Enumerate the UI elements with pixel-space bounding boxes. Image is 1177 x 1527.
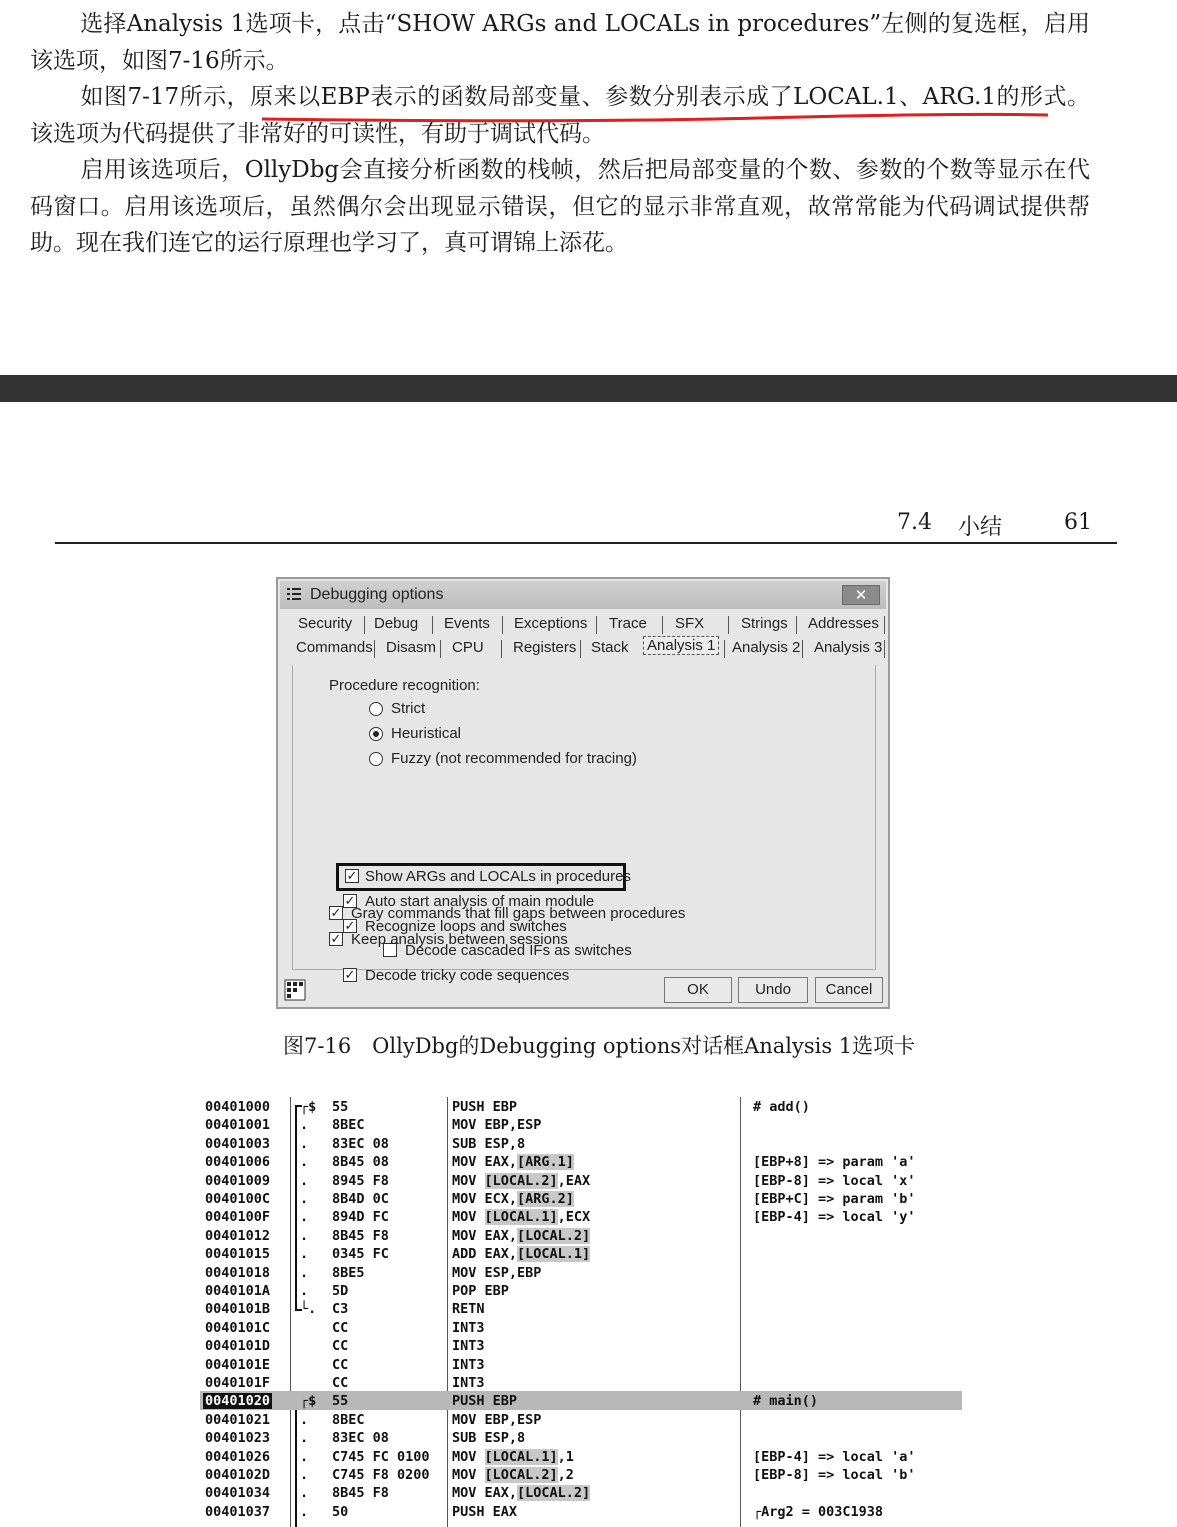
marker-cell: . (300, 1503, 309, 1520)
checkbox-keep-analysis-label: Keep analysis between sessions (351, 931, 568, 948)
radio-fuzzy[interactable] (369, 752, 383, 766)
radio-heuristical[interactable] (369, 727, 383, 741)
disasm-row[interactable] (200, 1410, 962, 1428)
tab-stack[interactable]: Stack (591, 639, 629, 656)
checkbox-recognize-loops-label: Recognize loops and switches (365, 918, 567, 935)
dialog-title: Debugging options (310, 586, 444, 603)
tab-cpu[interactable]: CPU (452, 639, 484, 656)
radio-fuzzy-label: Fuzzy (not recommended for tracing) (391, 750, 637, 767)
marker-cell: . (300, 1117, 309, 1134)
hex-cell: 0345 FC (332, 1246, 389, 1263)
instruction-cell: MOV ESP,EBP (452, 1264, 542, 1281)
address-cell: 00401001 (205, 1117, 271, 1134)
tab-separator (728, 616, 729, 634)
address-cell: 00401015 (205, 1246, 271, 1263)
hex-cell: C3 (332, 1301, 349, 1318)
address-cell: 0040101C (205, 1319, 271, 1336)
radio-heuristical-label: Heuristical (391, 725, 462, 742)
instruction-cell: INT3 (452, 1319, 485, 1336)
radio-strict-label: Strict (391, 700, 426, 717)
address-cell: 0040101D (205, 1338, 271, 1355)
debugging-options-dialog (276, 577, 890, 1009)
disasm-row[interactable] (200, 1171, 962, 1189)
running-header (0, 510, 1177, 540)
tab-analysis-1[interactable]: Analysis 1 (643, 636, 719, 655)
disasm-row[interactable] (200, 1189, 962, 1207)
hex-cell: 894D FC (332, 1209, 389, 1226)
hex-cell: CC (332, 1356, 349, 1373)
checkbox-decode-tricky-label: Decode tricky code sequences (365, 967, 570, 984)
address-cell: 0040100C (205, 1191, 271, 1207)
instruction-cell: ADD EAX,[LOCAL.1] (452, 1246, 591, 1263)
disasm-row[interactable] (200, 1391, 962, 1409)
tab-addresses[interactable]: Addresses (808, 615, 879, 632)
comment-cell: # main() (753, 1393, 819, 1410)
comment-cell: [EBP-8] => local 'x' (753, 1172, 916, 1189)
tab-separator (502, 616, 503, 634)
tab-separator (662, 616, 663, 634)
page-divider-band (0, 375, 1177, 402)
hex-cell: 8BE5 (332, 1264, 365, 1281)
cancel-button[interactable]: Cancel (815, 977, 883, 1003)
checkbox-show-args-locals[interactable]: ✓ (346, 868, 358, 883)
disasm-row[interactable] (200, 1134, 962, 1152)
page-number: 61 (1064, 510, 1092, 535)
tab-registers[interactable]: Registers (513, 639, 577, 656)
marker-cell: . (300, 1154, 309, 1171)
tab-separator (796, 616, 797, 634)
instruction-cell: MOV EBP,ESP (452, 1117, 542, 1134)
procedure-recognition-label: Procedure recognition: (329, 677, 480, 694)
hex-cell: 8BEC (332, 1117, 365, 1134)
comment-cell: [EBP-4] => local 'y' (753, 1209, 916, 1226)
address-cell: 00401018 (205, 1264, 271, 1281)
paragraph-3: 启用该选项后，OllyDbg会直接分析函数的栈帧，然后把局部变量的个数、参数的个数等显示在代码窗口。启用该选项后，虽然偶尔会出现显示错误，但它的显示非常直观，故常常能为代码调试提供帮助。现在我们连它的运行原理也学习了，真可谓锦上添花。 (30, 157, 1090, 256)
paragraph-1: 选择Analysis 1选项卡，点击“SHOW ARGs and LOCALs in procedures”左侧的复选框，启用该选项，如图7-16所示。 (30, 11, 1090, 74)
instruction-cell: POP EBP (452, 1283, 509, 1299)
disasm-row[interactable] (200, 1483, 962, 1501)
hex-cell: 8B45 F8 (332, 1227, 389, 1244)
options-grid-icon[interactable] (284, 979, 306, 1001)
instruction-cell: PUSH EBP (452, 1393, 518, 1410)
checkbox-decode-tricky[interactable]: ✓ (344, 967, 356, 982)
tab-separator (884, 616, 885, 634)
marker-cell: ┌$ (300, 1393, 317, 1410)
header-rule (55, 542, 1117, 544)
hex-cell: C745 F8 0200 (332, 1467, 430, 1483)
tab-separator (501, 640, 502, 658)
instruction-cell: INT3 (452, 1356, 485, 1373)
hex-cell: 8B45 08 (332, 1154, 389, 1171)
radio-strict[interactable] (369, 702, 383, 716)
hex-cell: 5D (332, 1283, 349, 1299)
marker-cell: . (300, 1430, 309, 1447)
hex-cell: 8B4D 0C (332, 1191, 389, 1207)
address-cell: 00401026 (205, 1448, 271, 1465)
instruction-cell: INT3 (452, 1338, 485, 1355)
address-cell: 00401006 (205, 1154, 271, 1171)
tab-separator (580, 640, 581, 658)
comment-cell: [EBP-4] => local 'a' (753, 1448, 916, 1465)
marker-cell: . (300, 1485, 309, 1502)
address-cell: 0040101A (205, 1283, 271, 1299)
disasm-row[interactable] (200, 1373, 962, 1391)
instruction-cell: INT3 (452, 1375, 485, 1391)
address-cell: 00401023 (205, 1430, 271, 1447)
instruction-cell: MOV [LOCAL.1],1 (452, 1448, 574, 1465)
instruction-cell: PUSH EBP (452, 1099, 518, 1115)
address-cell: 00401000 (205, 1099, 271, 1115)
tab-separator (724, 640, 725, 658)
instruction-cell: SUB ESP,8 (452, 1430, 526, 1447)
tab-events[interactable]: Events (444, 615, 490, 632)
tab-disasm[interactable]: Disasm (386, 639, 437, 656)
marker-cell: . (300, 1411, 309, 1428)
checkbox-keep-analysis[interactable]: ✓ (330, 931, 342, 946)
instruction-cell: PUSH EAX (452, 1503, 518, 1520)
disasm-row[interactable] (200, 1263, 962, 1281)
instruction-cell: RETN (452, 1301, 485, 1318)
tab-separator (374, 640, 375, 658)
checkbox-gray-commands-label: Gray commands that fill gaps between procedures (351, 905, 686, 922)
marker-cell: . (300, 1191, 309, 1207)
address-cell: 00401012 (205, 1227, 271, 1244)
comment-cell: [EBP+8] => param 'a' (753, 1154, 916, 1171)
tab-separator (440, 640, 441, 658)
section-title: 小结 (958, 515, 1003, 540)
instruction-cell: MOV [LOCAL.2],2 (452, 1467, 574, 1483)
disasm-row[interactable] (200, 1318, 962, 1336)
instruction-cell: MOV [LOCAL.1],ECX (452, 1209, 591, 1226)
marker-cell: . (300, 1135, 309, 1152)
hex-cell: CC (332, 1319, 349, 1336)
address-cell: 00401021 (205, 1411, 271, 1428)
disasm-row[interactable] (200, 1115, 962, 1133)
disasm-row[interactable] (200, 1207, 962, 1225)
hex-cell: 8945 F8 (332, 1172, 389, 1189)
disasm-row[interactable] (200, 1244, 962, 1262)
hex-cell: 55 (332, 1393, 349, 1410)
instruction-cell: MOV EAX,[LOCAL.2] (452, 1227, 591, 1244)
checkbox-auto-start-analysis-label: Auto start analysis of main module (365, 893, 595, 910)
disasm-row[interactable] (200, 1355, 962, 1373)
close-button[interactable]: ✕ (842, 585, 880, 605)
tab-separator (364, 616, 365, 634)
instruction-cell: MOV [LOCAL.2],EAX (452, 1172, 591, 1189)
checkbox-gray-commands[interactable]: ✓ (330, 905, 342, 920)
disasm-row[interactable] (200, 1465, 962, 1483)
tab-commands[interactable]: Commands (296, 639, 373, 656)
marker-cell: . (300, 1209, 309, 1226)
disasm-row[interactable] (200, 1336, 962, 1354)
hex-cell: 50 (332, 1503, 349, 1520)
tab-strings[interactable]: Strings (741, 615, 788, 632)
instruction-cell: MOV EAX,[ARG.1] (452, 1154, 574, 1171)
disassembly-listing (200, 1097, 962, 1527)
hex-cell: CC (332, 1375, 349, 1391)
marker-cell: . (300, 1227, 309, 1244)
tab-sfx[interactable]: SFX (675, 615, 705, 632)
section-number: 7.4 (897, 510, 932, 535)
tab-separator (432, 616, 433, 634)
address-cell: 0040101B (205, 1301, 271, 1318)
options-list-icon (286, 586, 302, 602)
hex-cell: 8BEC (332, 1411, 365, 1428)
tab-analysis-2[interactable]: Analysis 2 (732, 639, 801, 656)
marker-cell: └. (300, 1301, 317, 1318)
disasm-row[interactable] (200, 1428, 962, 1446)
instruction-cell: MOV EAX,[LOCAL.2] (452, 1485, 591, 1502)
hex-cell: 8B45 F8 (332, 1485, 389, 1502)
tab-exceptions[interactable]: Exceptions (514, 615, 588, 632)
disasm-row[interactable] (200, 1299, 962, 1317)
comment-cell: [EBP+C] => param 'b' (753, 1191, 916, 1207)
address-cell: 00401020 (205, 1393, 271, 1410)
comment-cell: # add() (753, 1099, 810, 1115)
marker-cell: . (300, 1448, 309, 1465)
paragraph-2: 如图7-17所示，原来以EBP表示的函数局部变量、参数分别表示成了LOCAL.1、ARG.1的形式。该选项为代码提供了非常好的可读性，有助于调试代码。 (30, 84, 1090, 147)
tab-separator (802, 640, 803, 658)
red-underline-annotation (260, 109, 1050, 127)
marker-cell: . (300, 1172, 309, 1189)
marker-cell: . (300, 1246, 309, 1263)
checkbox-recognize-loops[interactable]: ✓ (344, 918, 356, 933)
tab-debug[interactable]: Debug (374, 615, 419, 632)
disasm-row[interactable] (200, 1226, 962, 1244)
ok-button[interactable]: OK (664, 977, 732, 1003)
dialog-titlebar[interactable] (280, 581, 886, 609)
figure-caption: 图7-16 OllyDbg的Debugging options对话框Analysis 1选项卡 (283, 1034, 916, 1058)
marker-cell: . (300, 1283, 309, 1299)
hex-cell: 55 (332, 1099, 349, 1115)
address-cell: 0040101E (205, 1356, 271, 1373)
analysis-1-panel (292, 665, 876, 984)
hex-cell: CC (332, 1338, 349, 1355)
instruction-cell: MOV ECX,[ARG.2] (452, 1191, 574, 1207)
instruction-cell: SUB ESP,8 (452, 1135, 526, 1152)
tab-analysis-3[interactable]: Analysis 3 (814, 639, 883, 656)
tab-separator (884, 640, 885, 658)
comment-cell: [EBP-8] => local 'b' (753, 1467, 916, 1483)
address-cell: 00401003 (205, 1135, 271, 1152)
address-cell: 00401009 (205, 1172, 271, 1189)
disasm-row[interactable] (200, 1152, 962, 1170)
hex-cell: 83EC 08 (332, 1135, 389, 1152)
hex-cell: 83EC 08 (332, 1430, 389, 1447)
address-cell: 00401034 (205, 1485, 271, 1502)
disasm-row[interactable] (200, 1447, 962, 1465)
tab-trace[interactable]: Trace (609, 615, 647, 632)
tab-separator (596, 616, 597, 634)
checkbox-decode-cascaded-ifs-label: Decode cascaded IFs as switches (405, 942, 632, 959)
address-cell: 0040100F (205, 1209, 271, 1226)
undo-button[interactable]: Undo (738, 977, 808, 1003)
marker-cell: . (300, 1264, 309, 1281)
checkbox-show-args-locals-label: Show ARGs and LOCALs in procedures (365, 868, 631, 885)
marker-cell: ┌$ (300, 1099, 317, 1115)
hex-cell: C745 FC 0100 (332, 1448, 430, 1465)
disasm-row[interactable] (200, 1281, 962, 1299)
tab-security[interactable]: Security (298, 615, 353, 632)
disasm-row[interactable] (200, 1502, 962, 1520)
address-cell: 00401037 (205, 1503, 271, 1520)
disasm-row[interactable] (200, 1097, 962, 1115)
address-cell: 0040102D (205, 1467, 271, 1483)
instruction-cell: MOV EBP,ESP (452, 1411, 542, 1428)
checkbox-auto-start-analysis[interactable]: ✓ (344, 893, 356, 908)
address-cell: 0040101F (205, 1375, 271, 1391)
marker-cell: . (300, 1467, 309, 1483)
comment-cell: ┌Arg2 = 003C1938 (753, 1503, 884, 1520)
